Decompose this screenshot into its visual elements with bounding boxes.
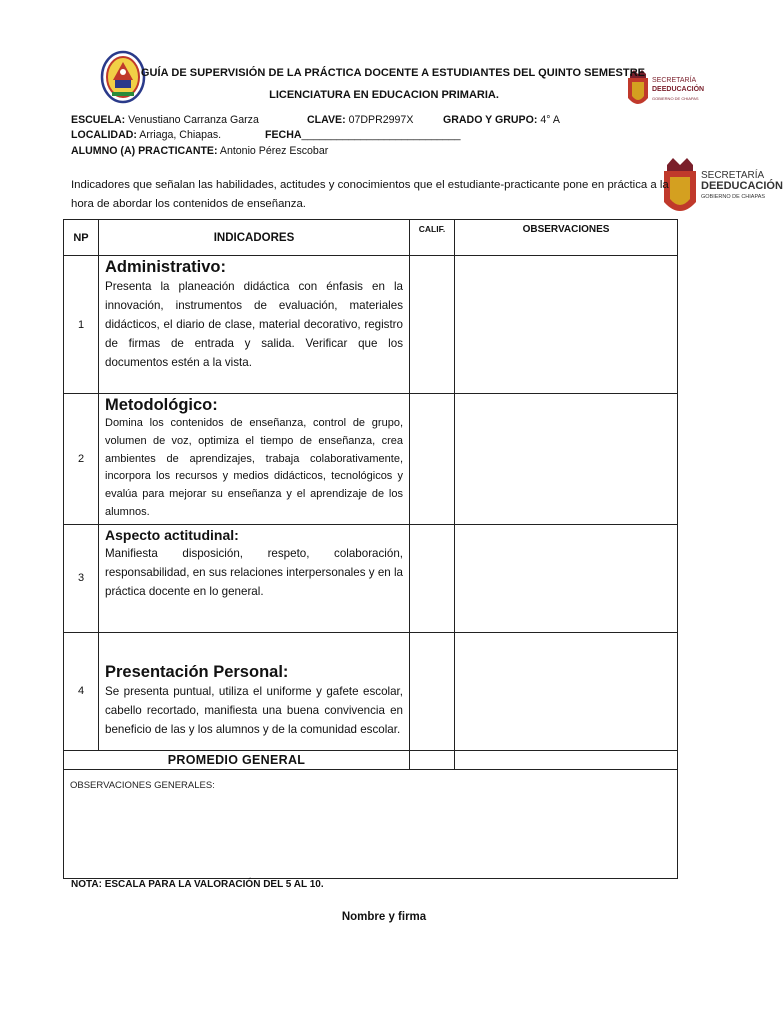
indicator-description: Se presenta puntual, utiliza el uniforme y gafete escolar, cabello recortado, manifiesta una buena convivencia en beneficio de las y los alumnos y de la comunidad escolar. [105,684,403,736]
table-row [64,524,678,632]
indicator-description: Domina los contenidos de enseñanza, control de grupo, volumen de voz, optimiza el tiempo de enseñanza, crea ambientes de aprendizajes, trabaja colaborativamente, incorpora los recursos y medios didácticos, tecnológicos y evalúa para mejorar su enseñanza y el aprendizaje de los alumnos. [105,417,403,518]
observaciones-cell[interactable] [455,524,678,632]
secretaria-logo-large [662,156,783,222]
localidad-label: LOCALIDAD: [71,129,137,141]
clave-value: 07DPR2997X [348,114,414,126]
escuela-value: Venustiano Carranza Garza [128,114,259,126]
observaciones-generales-field[interactable] [64,769,678,878]
indicator-category: Presentación Personal: [105,662,289,681]
promedio-general-label: PROMEDIO GENERAL [64,750,410,769]
observaciones-cell[interactable] [455,394,678,525]
grado-line [443,114,560,126]
row-np: 3 [64,524,99,632]
grado-value: 4° A [540,114,560,126]
logo-small-line2: DEEDUCACIÓN [652,86,705,93]
row-np: 4 [64,632,99,750]
table-row [64,632,678,750]
escuela-line [71,114,259,126]
calif-cell[interactable] [410,524,455,632]
intro-paragraph: Indicadores que señalan las habilidades, actitudes y conocimientos que el estudiante-practicante pone en práctica a la hora de abordar los contenidos de enseñanza. [71,179,669,210]
observaciones-generales-row [64,769,678,878]
calif-cell[interactable] [410,394,455,525]
alumno-label: ALUMNO (A) PRACTICANTE: [71,145,218,157]
table-row [64,256,678,394]
alumno-line [71,145,328,157]
escuela-label: ESCUELA: [71,114,126,126]
clave-line [307,114,413,126]
clave-label: CLAVE: [307,114,346,126]
localidad-line [71,129,221,141]
indicator-cell [99,524,410,632]
indicator-category: Metodológico: [105,396,218,414]
fecha-label: FECHA [265,129,302,141]
indicator-description: Presenta la planeación didáctica con énfasis en la innovación, instrumentos de evaluación, materiales didácticos, el diario de clase, material decorativo, registro de firmas de entrada y salida. Verificar que los documentos estén a la vista. [105,280,403,369]
indicator-cell [99,632,410,750]
indicator-description: Manifiesta disposición, respeto, colaboración, responsabilidad, en sus relaciones interpersonales y en la práctica docente en lo general. [105,546,403,598]
fecha-line [265,129,461,141]
indicator-cell [99,256,410,394]
table-row [64,394,678,525]
calif-cell[interactable] [410,632,455,750]
promedio-obs-cell[interactable] [455,750,678,769]
table-header-row [64,220,678,256]
observaciones-generales-label: OBSERVACIONES GENERALES: [70,779,215,791]
header-calif: CALIF. [410,220,455,256]
logo-small-line3: GOBIERNO DE CHIAPAS [652,96,699,101]
observaciones-cell[interactable] [455,632,678,750]
calif-cell[interactable] [410,256,455,394]
indicators-table [63,219,678,879]
document-subtitle: LICENCIATURA EN EDUCACION PRIMARIA. [269,89,499,101]
nota-text: NOTA: ESCALA PARA LA VALORACIÓN DEL 5 AL 10. [71,879,324,890]
promedio-row [64,750,678,769]
localidad-value: Arriaga, Chiapas. [139,129,222,141]
alumno-value: Antonio Pérez Escobar [219,145,329,157]
row-np: 2 [64,394,99,525]
indicator-cell [99,394,410,525]
indicator-category: Administrativo: [105,258,227,276]
header-indicadores: INDICADORES [99,220,410,256]
firma-label: Nombre y firma [341,911,427,923]
logo-large-line1: SECRETARÍA [701,170,765,181]
logo-large-line2: DEEDUCACIÓN [701,180,783,192]
promedio-calif-cell[interactable] [410,750,455,769]
fecha-blank: ___________________________ [301,129,461,141]
grado-label: GRADO Y GRUPO: [443,114,538,126]
indicator-category: Aspecto actitudinal: [105,526,239,543]
logo-large-line3: GOBIERNO DE CHIAPAS [701,194,766,200]
header-np: NP [64,220,99,256]
row-np: 1 [64,256,99,394]
logo-small-line1: SECRETARÍA [652,77,697,84]
document-title: GUÍA DE SUPERVISIÓN DE LA PRÁCTICA DOCENTE A ESTUDIANTES DEL QUINTO SEMESTRE [140,67,646,79]
observaciones-cell[interactable] [455,256,678,394]
header-observaciones: OBSERVACIONES [455,220,678,256]
